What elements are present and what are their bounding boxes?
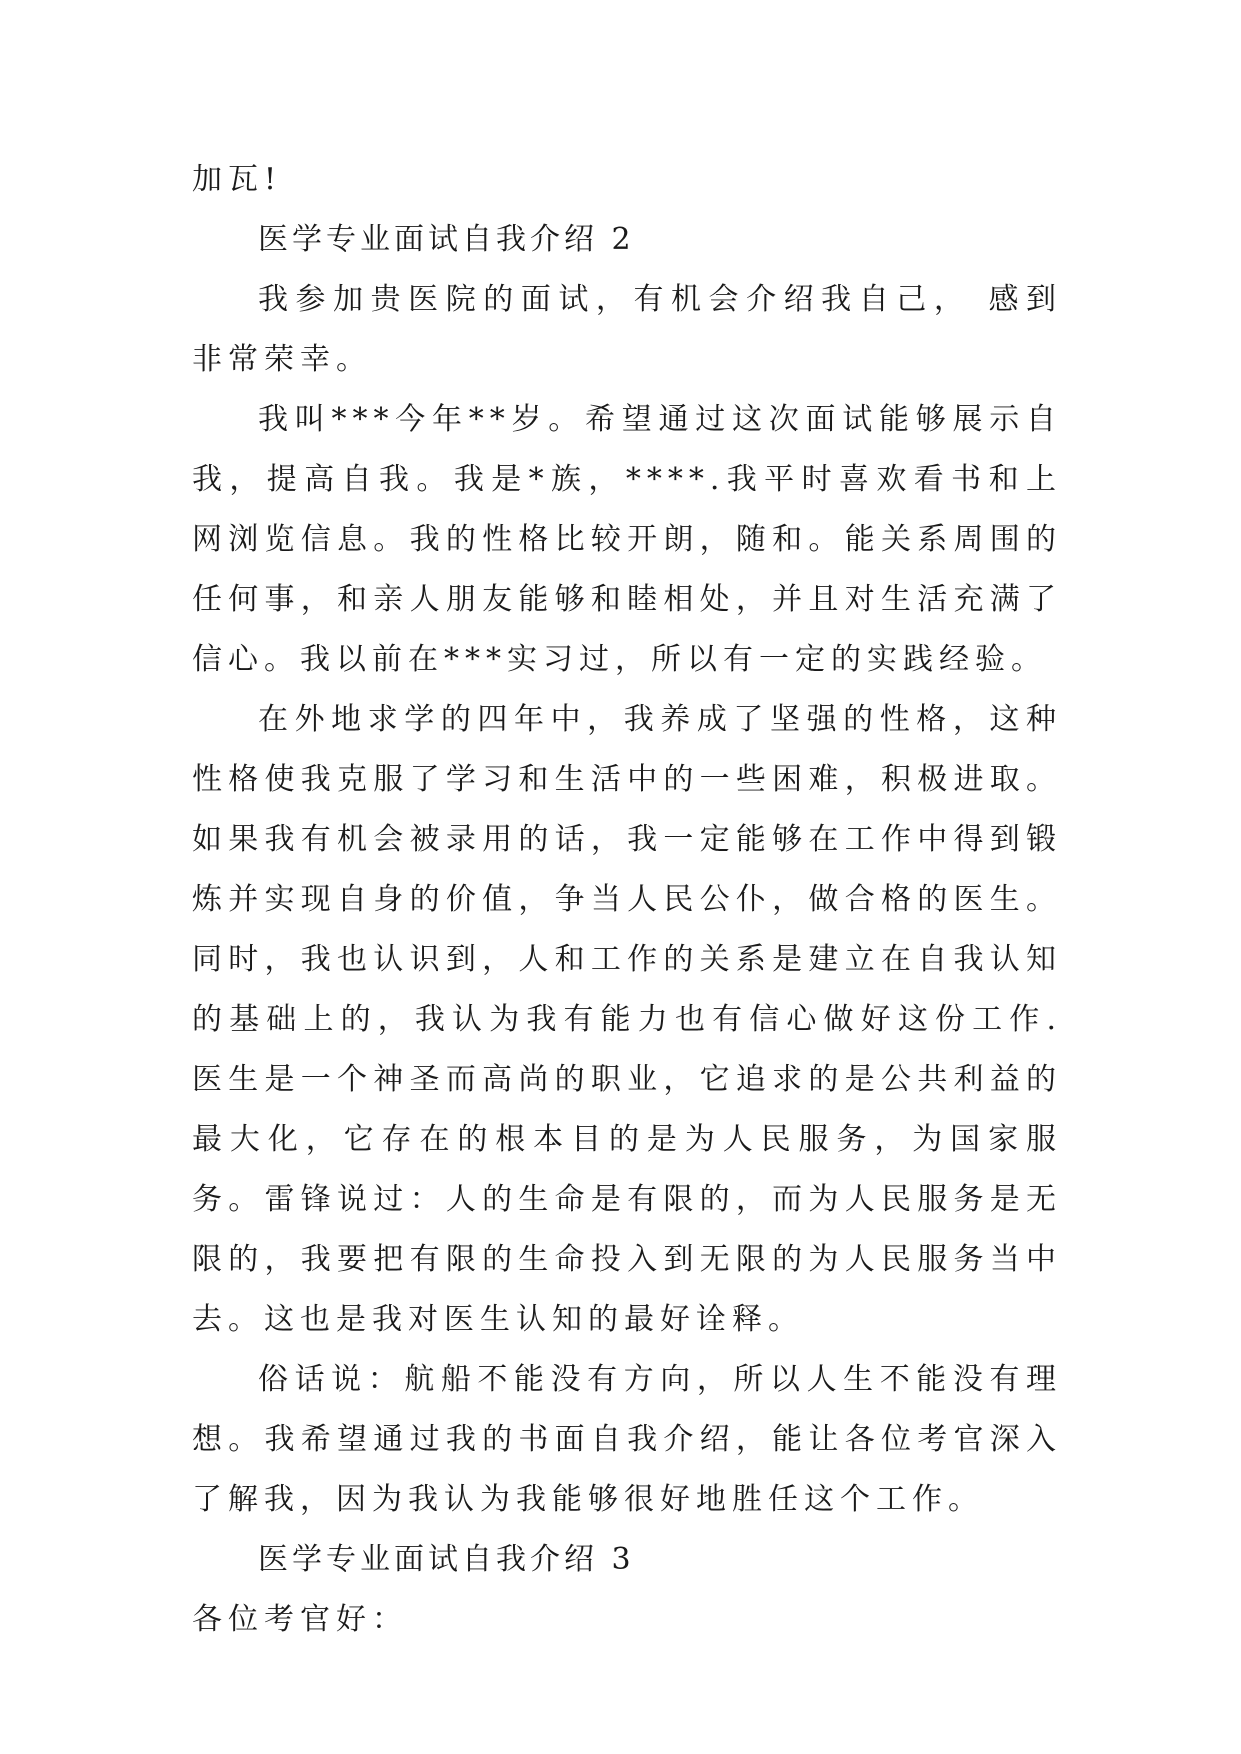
paragraph-study-experience: 在外地求学的四年中，我养成了坚强的性格，这种性格使我克服了学习和生活中的一些困难，积极进取。如果我有机会被录用的话，我一定能够在工作中得到锻炼并实现自身的价值，争当人民公仆，做合格的医生。同时，我也认识到，人和工作的关系是建立在自我认知的基础上的，我认为我有能力也有信心做好这份工作.医生是一个神圣而高尚的职业，它追求的是公共利益的最大化，它存在的根本目的是为人民服务，为国家服务。雷锋说过：人的生命是有限的，而为人民服务是无限的，我要把有限的生命投入到无限的为人民服务当中去。这也是我对医生认知的最好诠释。 bbox=[192, 702, 1062, 1337]
paragraph-conclusion: 俗话说：航船不能没有方向，所以人生不能没有理想。我希望通过我的书面自我介绍，能让各位考官深入了解我，因为我认为我能够很好地胜任这个工作。 bbox=[192, 1362, 1062, 1517]
section-heading-2: 医学专业面试自我介绍 2 bbox=[258, 222, 635, 257]
paragraph-greeting: 各位考官好： bbox=[192, 1602, 408, 1637]
paragraph-continuation: 加瓦! bbox=[192, 162, 283, 197]
section-heading-3: 医学专业面试自我介绍 3 bbox=[258, 1542, 635, 1577]
paragraph-intro: 我参加贵医院的面试，有机会介绍我自己， 感到非常荣幸。 bbox=[192, 282, 1062, 377]
document-body bbox=[192, 150, 1062, 1650]
paragraph-personal-info: 我叫***今年**岁。希望通过这次面试能够展示自我，提高自我。我是*族，****.我平时喜欢看书和上网浏览信息。我的性格比较开朗，随和。能关系周围的任何事，和亲人朋友能够和睦相处，并且对生活充满了信心。我以前在***实习过，所以有一定的实践经验。 bbox=[192, 402, 1062, 677]
